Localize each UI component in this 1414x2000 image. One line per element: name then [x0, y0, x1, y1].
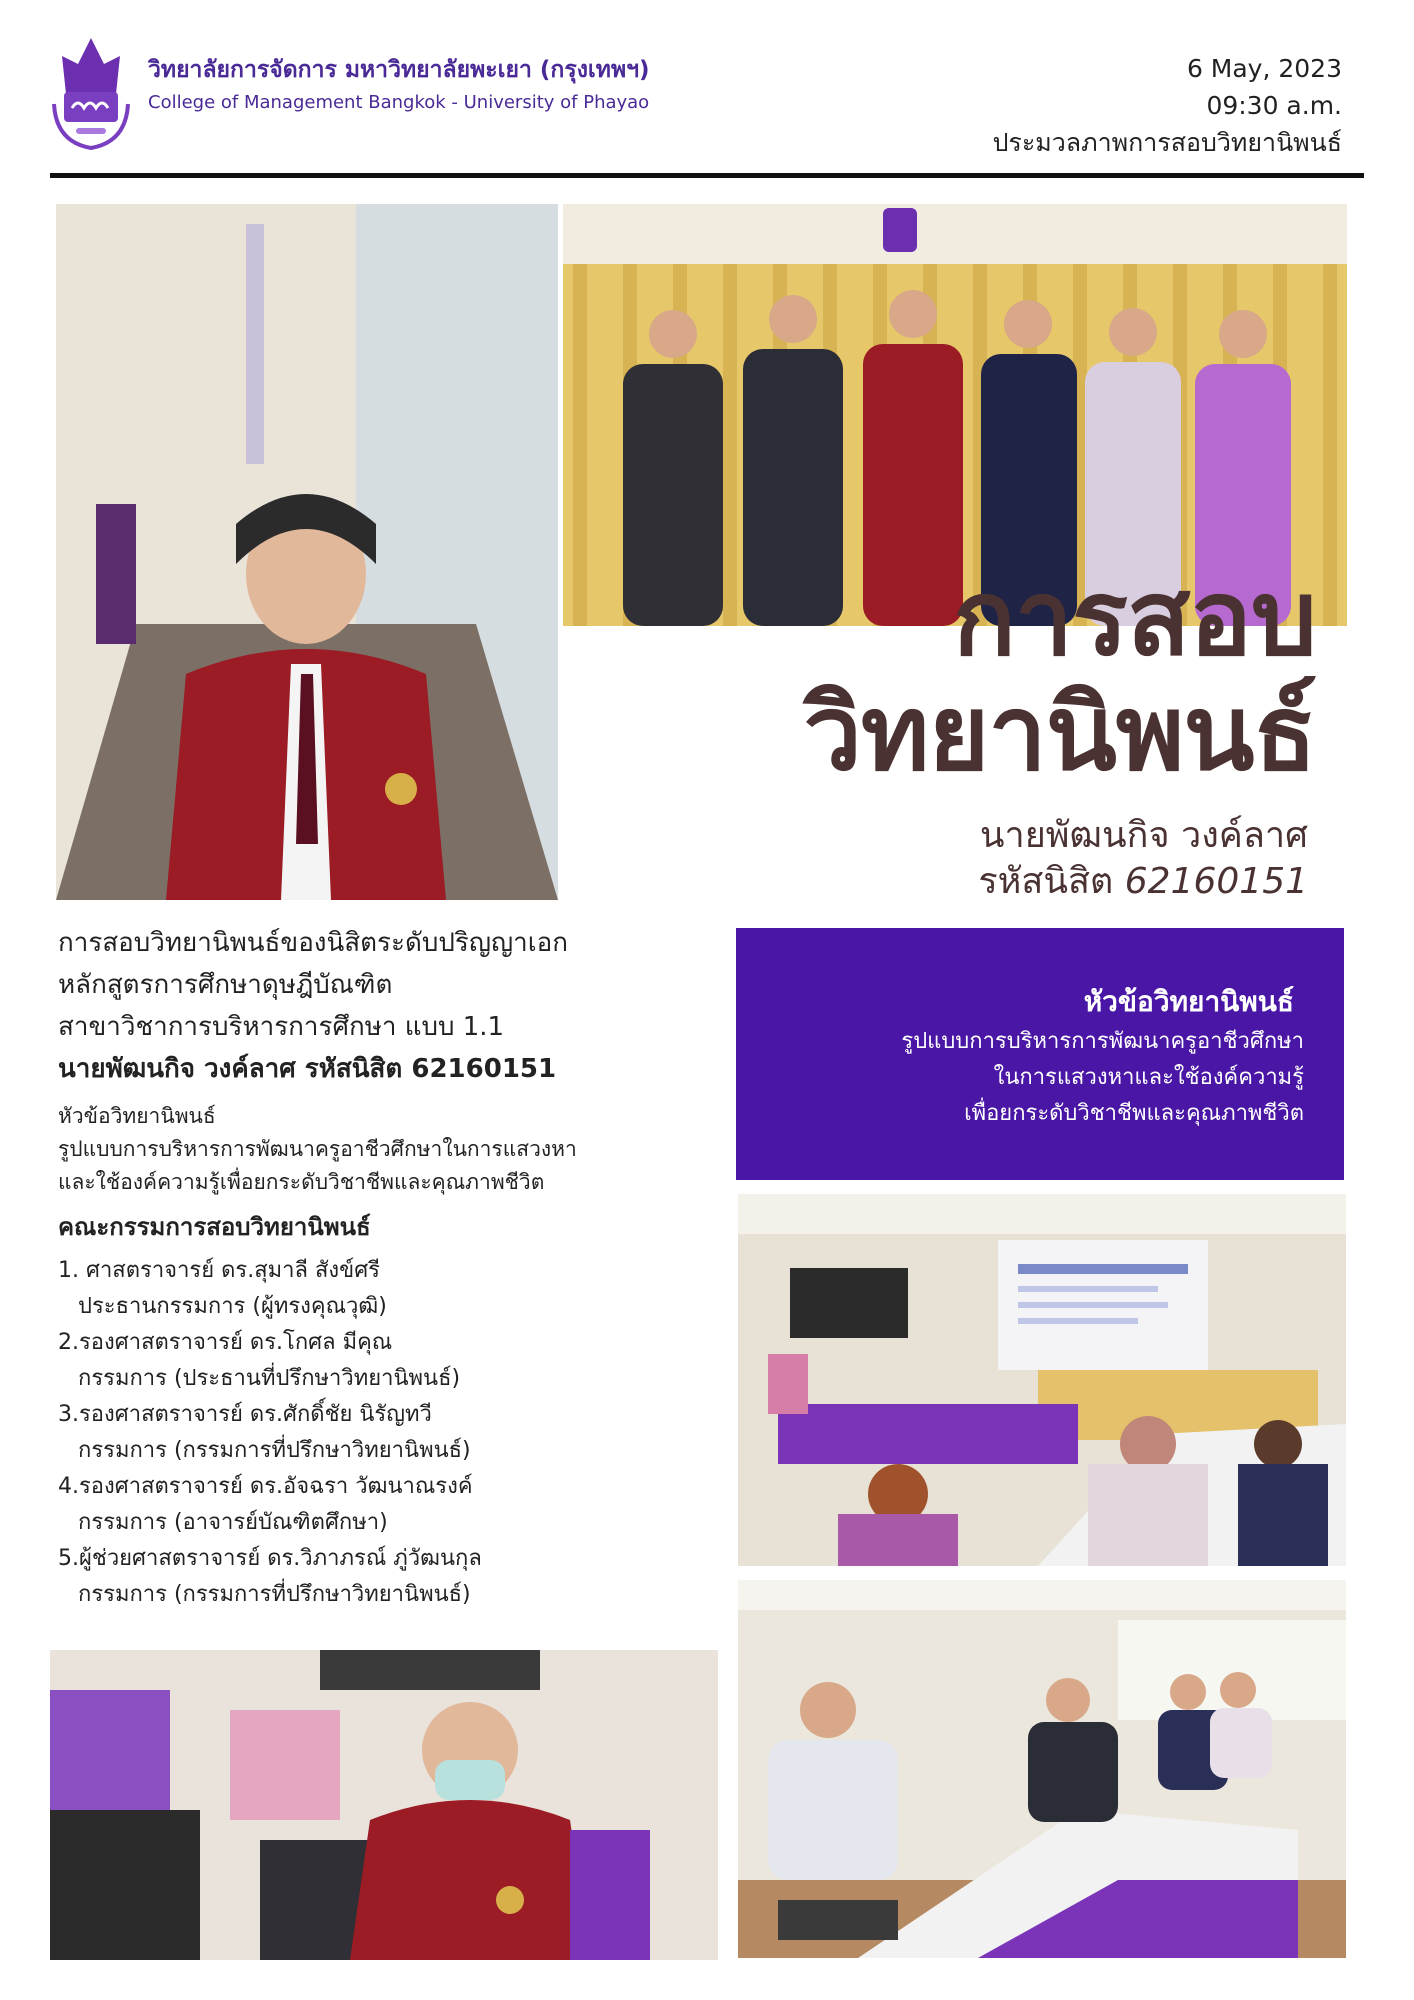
student-id-number: 62160151 [1124, 861, 1308, 902]
committee-member-name: 1. ศาสตราจารย์ ดร.สุมาลี สังข์ศรี [58, 1258, 380, 1283]
topic-line-1: รูปแบบการบริหารการพัฒนาครูอาชีวศึกษาในการแสวงหา [58, 1137, 577, 1161]
org-name-english: College of Management Bangkok - University of Phayao [148, 92, 650, 113]
topic-box-title: หัวข้อวิทยานิพนธ์ [1083, 985, 1294, 1018]
topic-label: หัวข้อวิทยานิพนธ์ [58, 1104, 216, 1128]
main-title-line1: การสอบ [952, 557, 1316, 679]
topic-box-line-3: เพื่อยกระดับวิชาชีพและคุณภาพชีวิต [964, 1101, 1304, 1126]
committee-list [58, 1253, 698, 1613]
intro-line-3: สาขาวิชาการบริหารการศึกษา แบบ 1.1 [58, 1012, 505, 1042]
committee-member-role: กรรมการ (ประธานที่ปรึกษาวิทยานิพนธ์) [78, 1366, 461, 1391]
committee-member-role: กรรมการ (กรรมการที่ปรึกษาวิทยานิพนธ์) [78, 1438, 471, 1463]
thesis-topic-box [736, 928, 1344, 1180]
intro-line-4: นายพัฒนกิจ วงค์ลาศ รหัสนิสิต 62160151 [58, 1054, 557, 1084]
header-caption: ประมวลภาพการสอบวิทยานิพนธ์ [992, 128, 1342, 157]
committee-member-name: 2.รองศาสตราจารย์ ดร.โกศล มีคุณ [58, 1330, 393, 1355]
committee-member-role: กรรมการ (อาจารย์บัณฑิตศึกษา) [78, 1510, 388, 1535]
topic-box-line-2: ในการแสวงหาและใช้องค์ความรู้ [993, 1065, 1304, 1090]
topic-line-2: และใช้องค์ความรู้เพื่อยกระดับวิชาชีพและคุณภาพชีวิต [58, 1170, 545, 1194]
student-name: นายพัฒนกิจ วงค์ลาศ [979, 815, 1308, 856]
topic-box-line-1: รูปแบบการบริหารการพัฒนาครูอาชีวศึกษา [901, 1029, 1304, 1054]
presenter-photo [50, 1650, 718, 1960]
event-time: 09:30 a.m. [1206, 91, 1342, 120]
meeting-room-photo-1 [738, 1194, 1346, 1566]
org-name-thai: วิทยาลัยการจัดการ มหาวิทยาลัยพะเยา (กรุงเทพฯ) [148, 57, 650, 83]
committee-member-role: ประธานกรรมการ (ผู้ทรงคุณวุฒิ) [78, 1294, 387, 1319]
student-id-label: รหัสนิสิต [978, 861, 1114, 902]
committee-member-role: กรรมการ (กรรมการที่ปรึกษาวิทยานิพนธ์) [78, 1582, 471, 1607]
committee-member-name: 4.รองศาสตราจารย์ ดร.อัจฉรา วัฒนาณรงค์ [58, 1474, 473, 1499]
committee-title: คณะกรรมการสอบวิทยานิพนธ์ [58, 1213, 371, 1241]
intro-line-2: หลักสูตรการศึกษาดุษฎีบัณฑิต [58, 970, 393, 1000]
portrait-photo [56, 204, 558, 900]
university-logo [46, 34, 136, 154]
intro-line-1: การสอบวิทยานิพนธ์ของนิสิตระดับปริญญาเอก [58, 928, 568, 958]
committee-member-name: 3.รองศาสตราจารย์ ดร.ศักดิ์ชัย นิรัญทวี [58, 1402, 432, 1427]
date-block [993, 50, 1342, 161]
meeting-room-photo-2 [738, 1580, 1346, 1958]
committee-member-name: 5.ผู้ช่วยศาสตราจารย์ ดร.วิภาภรณ์ ภู่วัฒนกุล [58, 1546, 482, 1571]
event-date: 6 May, 2023 [1186, 54, 1342, 83]
thesis-details [58, 922, 698, 1613]
header-divider [50, 173, 1364, 178]
main-title-line2: วิทยานิพนธ์ [803, 672, 1316, 794]
student-id [978, 852, 1308, 909]
